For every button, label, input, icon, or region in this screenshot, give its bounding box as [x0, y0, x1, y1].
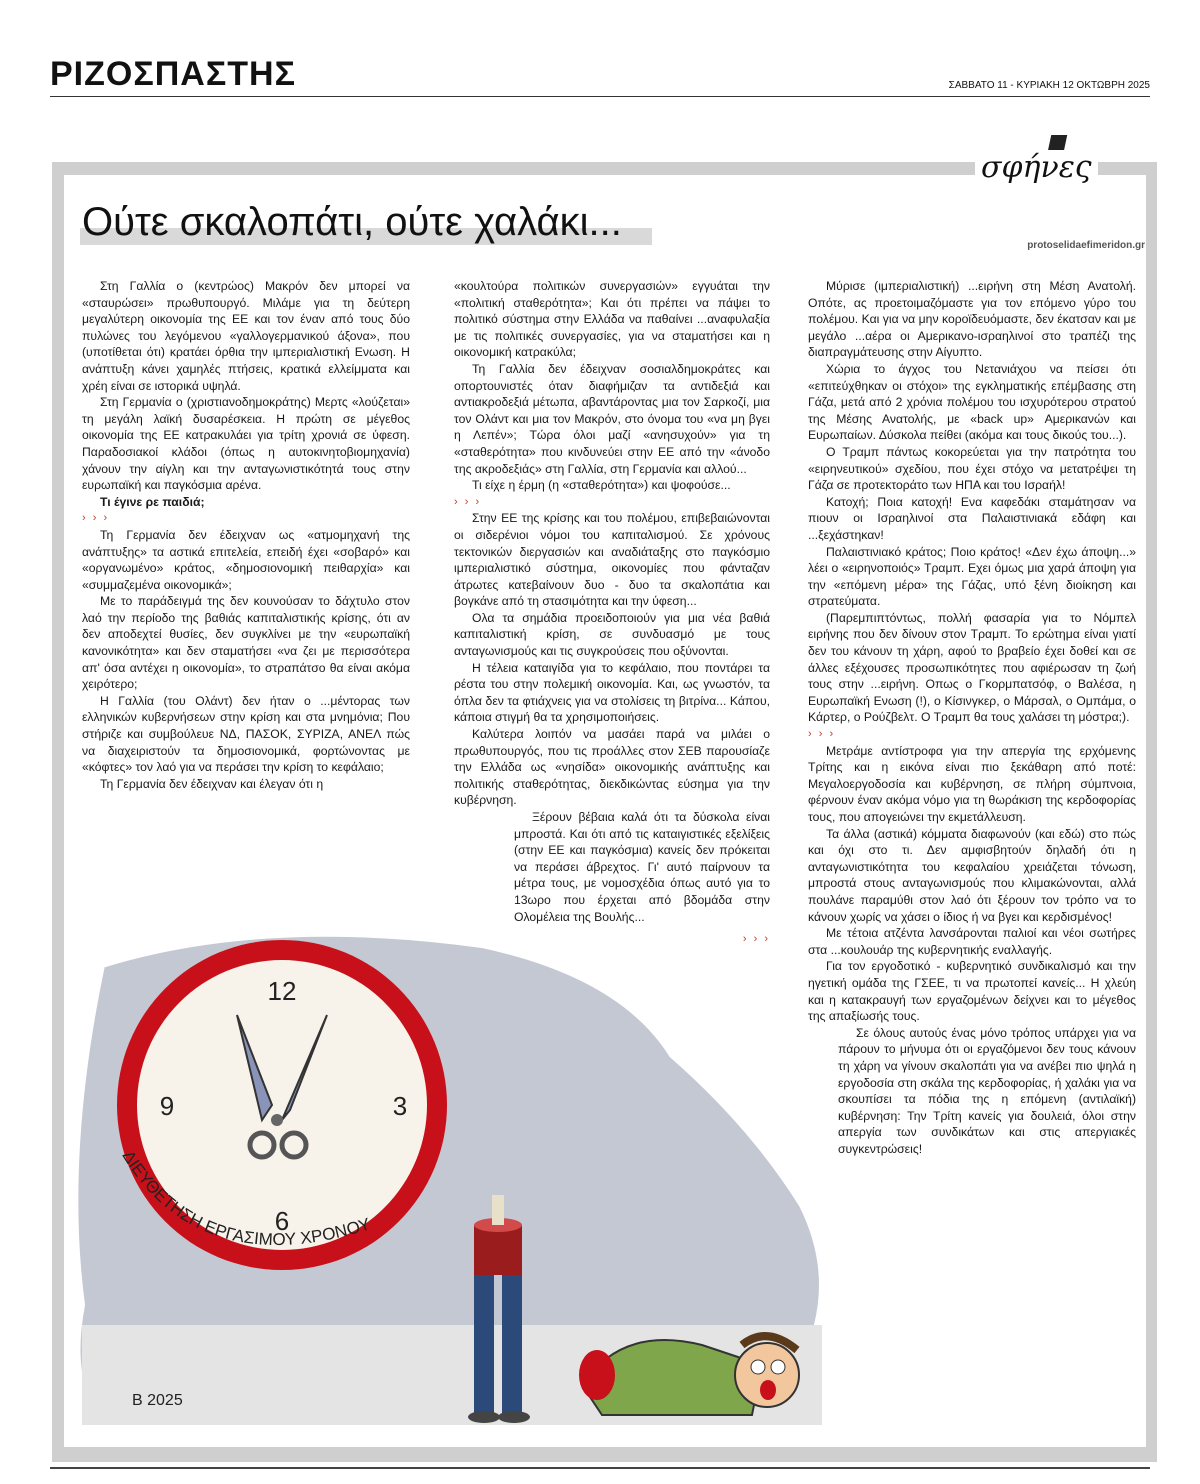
clock-numeral-12: 12 [267, 976, 297, 1006]
section-separator: › › › [82, 512, 110, 525]
column-name: σφήνες [975, 150, 1098, 185]
paragraph: Τη Γερμανία δεν έδειχναν ως «ατμομηχανή της ανάπτυξης» τα αστικά επιτελεία, επειδή έχει «σοβαρό» και «οργανωμένο» κράτος, «δημοσιονομική πειθαρχία» και «συμμαζεμένα οικονομικά»; [82, 527, 410, 592]
article-column-1 [82, 278, 410, 792]
paragraph: Χώρια το άγχος του Νετανιάχου να πείσει ότι «επιτεύχθηκαν οι στόχοι» της εγκληματικής επέμβασης στη Γάζα, μετά από 2 χρόνια πολέμου του ισχυρότερου στρατού της Μέσης Ανατολής, με «back up» Αμερικανών και Ευρωπαίων. Δύσκολα πείθει (ακόμα και τους δικούς του...). [808, 361, 1136, 443]
paragraph: Με τέτοια ατζέντα λανσάρονται παλιοί και νέοι σωτήρες στα ...κουλουάρ της κυβερνητικής εναλλαγής. [808, 926, 1136, 957]
issue-date: ΣΑΒΒΑΤΟ 11 - ΚΥΡΙΑΚΗ 12 ΟΚΤΩΒΡΗ 2025 [948, 80, 1150, 91]
article-column-2 [454, 278, 770, 948]
paragraph: Παλαιστινιακό κράτος; Ποιο κράτος! «Δεν έχω άποψη...» λέει ο «ειρηνοποιός» Τραμπ. Εχει όμως μια χαρά άποψη για την «επόμενη μέρα» της Γάζας, υπό ξένη διοίκηση και στρατεύματα. [808, 544, 1136, 609]
section-separator: › › › [808, 728, 836, 741]
masthead-logo: ΡΙΖΟΣΠΑΣΤΗΣ [50, 55, 296, 93]
paragraph: Με το παράδειγμά της δεν κουνούσαν το δάχτυλο στον λαό την περίοδο της βαθιάς καπιταλιστικής κρίσης, ότι αν δεν αποδεχτεί θυσίες, δεν συγκλίνει με την «ευρωπαϊκή κανονικότητα» και δεν σταματήσει «να ζει με περισσότερα απ' όσα αντέχει η οικονομία», το στραπάτσο θα είναι ακόμα χειρότερο; [82, 594, 410, 692]
paragraph: «κουλτούρα πολιτικών συνεργασιών» εγγυάται την «πολιτική σταθερότητα»; Και ότι πρέπει να πάψει το πολιτικό σύστημα στην Ελλάδα να παθαίνει ...αναφυλαξία με τις πολιτικές συνεργασίες, για να σταματήσει και η οικονομική κατρακύλα; [454, 279, 770, 360]
clock-numeral-9: 9 [159, 1091, 175, 1121]
section-separator: › › › [454, 495, 482, 508]
paragraph: Τι είχε η έρμη (η «σταθερότητα») και ψοφούσε... [472, 478, 731, 493]
paragraph: Η τέλεια καταιγίδα για το κεφάλαιο, που ποντάρει τα ρέστα του στην πολεμική οικονομία. Και, ως γνωστόν, τα όπλα δεν τα φτιάχνεις για να στολίσεις τη βιτρίνα... Κάπου, κάποια στιγμή θα τα χρησιμοποιήσεις. [454, 660, 770, 725]
paragraph: Σε όλους αυτούς ένας μόνο τρόπος υπάρχει για να πάρουν το μήνυμα ότι οι εργαζόμενοι δεν τους κάνουν τη χάρη να γίνουν σκαλοπάτι για να ανέβει πιο ψηλά η εργοδοσία στη σκάλα της κερδοφορίας, ή χαλάκι για να σκουπίσει τα πόδια της η επόμενη (αντιλαϊκή) κυβέρνηση: Την Τρίτη κανείς για δουλειά, όλοι στην απεργία των συνδικάτων και στις απεργιακές συγκεντρώσεις! [838, 1025, 1136, 1156]
paragraph: Τη Γαλλία δεν έδειχναν σοσιαλδημοκράτες και οπορτουνιστές όταν διαφήμιζαν τα αντιδεξιά και αντιακροδεξιά μέτωπα, αβαντάροντας μια τον Σαρκοζί, μια τον Ολάντ και μια τον Μακρόν, στο όνομα του «να μη βγει η Λεπέν»; Τώρα όλοι μαζί «ανησυχούν» για τη «σταθερότητα» που κινδυνεύει στην ΕΕ από την «άνοδο της ακροδεξιάς» στη Γαλλία, στη Γερμανία και αλλού... [454, 361, 770, 476]
paragraph: Τα άλλα (αστικά) κόμματα διαφωνούν (και εδώ) στο πώς και όχι στο τι. Δεν αμφισβητούν δηλαδή ότι η ανταγωνιστικότητα του κεφαλαίου χρειάζεται τόνωση, μπροστά στους ανταγωνισμούς που κλιμακώνονται, αλλά πουλάνε παραμύθι στον λαό ότι ξέρουν τον τρόπο να το κάνουν χωρίς να χάσει ο ίδιος ή να βγει και κερδισμένος! [808, 826, 1136, 924]
paragraph: Για τον εργοδοτικό - κυβερνητικό συνδικαλισμό και την ηγετική ομάδα της ΓΣΕΕ, τι να πρωτοπεί κανείς... Η χλεύη και η κατακραυγή των εργαζομένων δείχνει και το μέγεθος της απαξίωσής τους. [808, 959, 1136, 1024]
paragraph: Η Γαλλία (του Ολάντ) δεν ήταν ο ...μέντορας των ελληνικών κυβερνήσεων στην κρίση και στα μνημόνια; Που στήριζε και συμβούλευε ΝΔ, ΠΑΣΟΚ, ΣΥΡΙΖΑ, ΑΝΕΛ πώς να διαχειριστούν τα δημοσιονομικά, φορτώνοντας με «κόφτες» τον λαό για να περάσει την κρίση το κεφάλαιο; [82, 693, 410, 775]
paragraph: Στην ΕΕ της κρίσης και του πολέμου, επιβεβαιώνονται οι σιδερένιοι νόμοι του καπιταλισμού. Σε χρόνους τεκτονικών διεργασιών και αναδιάταξης στο παγκόσμιο ιμπεριαλιστικό σύστημα, οικονομίες που φάνταζαν άτρωτες κατεβαίνουν δυο - δυο τα σκαλοπάτια και βογκάνε από τη στασιμότητα και την ύφεση... [454, 511, 770, 609]
cartoon-illustration [62, 905, 832, 1425]
paragraph: Κατοχή; Ποια κατοχή! Ενα καφεδάκι σταμάτησαν να πιουν οι Ισραηλινοί στα Παλαιστινιακά εδάφη και ...ξεχάστηκαν! [808, 494, 1136, 542]
footer-divider [50, 1467, 1150, 1469]
paragraph: Μύρισε (ιμπεριαλιστική) ...ειρήνη στη Μέση Ανατολή. Οπότε, ας προετοιμαζόμαστε για τον επόμενο γύρο του πολέμου. Και για να μην κοροϊδευόμαστε, δεν έκατσαν και με μεγάλο ...αέρα οι Αμερικανο-ισραηλινοί στο τραπέζι της διαπραγμάτευσης στην Αίγυπτο. [808, 279, 1136, 360]
clock-numeral-3: 3 [392, 1091, 408, 1121]
column-logo [965, 135, 1145, 195]
section-separator: › › › [742, 933, 770, 946]
source-watermark: protoselidaefimeridon.gr [1027, 240, 1145, 251]
paragraph: Μετράμε αντίστροφα για την απεργία της ερχόμενης Τρίτης και η εικόνα είναι πιο ξεκάθαρη από ποτέ: Μεγαλοεργοδοσία και κυβέρνηση, σε πλήρη σύμπνοια, φέρνουν έναν ακόμα νόμο για τη θωράκιση της κερδοφορίας τους, που απογειώνει την εκμετάλλευση. [808, 743, 1136, 824]
paragraph: Τη Γερμανία δεν έδειχναν και έλεγαν ότι η [100, 776, 324, 791]
paragraph: Καλύτερα λοιπόν να μασάει παρά να μιλάει ο πρωθυπουργός, που τις προάλλες στον ΣΕΒ παρουσίαζε την Ελλάδα ως «νησίδα» οικονομικής ανάπτυξης και πολιτικής σταθερότητας, διεκδικώντας εύσημα για την κυβέρνηση. [454, 727, 770, 808]
clock-numeral-6: 6 [274, 1206, 290, 1236]
paragraph: Στη Γαλλία ο (κεντρώος) Μακρόν δεν μπορεί να «σταυρώσει» πρωθυπουργό. Μιλάμε για τη δεύτερη μεγαλύτερη οικονομία της ΕΕ και τον έναν από τους δύο πυλώνες του λεγόμενου «γαλλογερμανικού άξονα», που (υποτίθεται ότι) κρατάει όρθια την ιμπεριαλιστική Ενωση. Η ανάπτυξη κάνει χαμηλές πτήσεις, κρατικά ελλείμματα και χρέη είναι σε ιστορικά υψηλά. [82, 279, 410, 393]
paragraph: Ξέρουν βέβαια καλά ότι τα δύσκολα είναι μπροστά. Και ότι από τις καταιγιστικές εξελίξεις (στην ΕΕ και παγκόσμια) κανείς δεν πρόκειται να περάσει άβρεχτος. Γι' αυτό παίρνουν τα μέτρα τους, με νομοσχέδια όπως αυτό για το 13ωρο που έρχεται από βδομάδα στην Ολομέλεια της Βουλής... [514, 810, 770, 924]
paragraph: Ολα τα σημάδια προειδοποιούν για μια νέα βαθιά καπιταλιστική κρίση, σε συνδυασμό με τους ανταγωνισμούς και τις συγκρούσεις που οξύνονται. [454, 610, 770, 659]
paragraph: (Παρεμπιπτόντως, πολλή φασαρία για το Νόμπελ ειρήνης που δεν δίνουν στον Τραμπ. Το ερώτημα είναι γιατί δεν του κάνουν τη χάρη, αφού το βραβείο έχει δοθεί και σε άλλες εξέχουσες προσωπικότητες που αφιέρωσαν τη ζωή τους στην ...ειρήνη. Οπως ο Γκορμπατσόφ, ο Βαλέσα, η Ευρωπαϊκή Ενωση (!), ο Κίσινγκερ, ο Μάρσαλ, ο Ομπάμα, ο Κάρτερ, ο Ρούζβελτ. Ο Τραμπ θα τους χαλάσει τη μόστρα;). [808, 610, 1136, 725]
cartoon-caption: ΔΙΕΥΘΕΤΗΣΗ ΕΡΓΑΣΙΜΟΥ ΧΡΟΝΟΥ [118, 1147, 373, 1250]
article-headline: Ούτε σκαλοπάτι, ούτε χαλάκι... [80, 200, 652, 245]
article-column-3 [808, 278, 1136, 1157]
editorial-cartoon [62, 905, 832, 1425]
cartoonist-signature: Β 2025 [132, 1392, 183, 1409]
header-divider [50, 96, 1150, 97]
paragraph: Τι έγινε ρε παιδιά; [100, 494, 205, 509]
paragraph: Ο Τραμπ πάντως κοκορεύεται για την πατρότητα του «ειρηνευτικού» σχεδίου, που έχει στόχο να μετατρέψει τη Γάζα σε προτεκτοράτο των ΗΠΑ και του Ισραήλ! [808, 444, 1136, 493]
paragraph: Στη Γερμανία ο (χριστιανοδημοκράτης) Μερτς «λούζεται» τη μεγάλη λαϊκή δυσαρέσκεια. Η πρώτη σε μέγεθος οικονομία της ΕΕ κατρακυλάει για τρίτη χρονιά σε ύφεση. Παραδοσιακοί κλάδοι (όπως η αυτοκινητοβιομηχανία) χάνουν την αίγλη και την ανταγωνιστικότητά τους στην ευρωπαϊκή και παγκόσμια αρένα. [82, 395, 410, 493]
